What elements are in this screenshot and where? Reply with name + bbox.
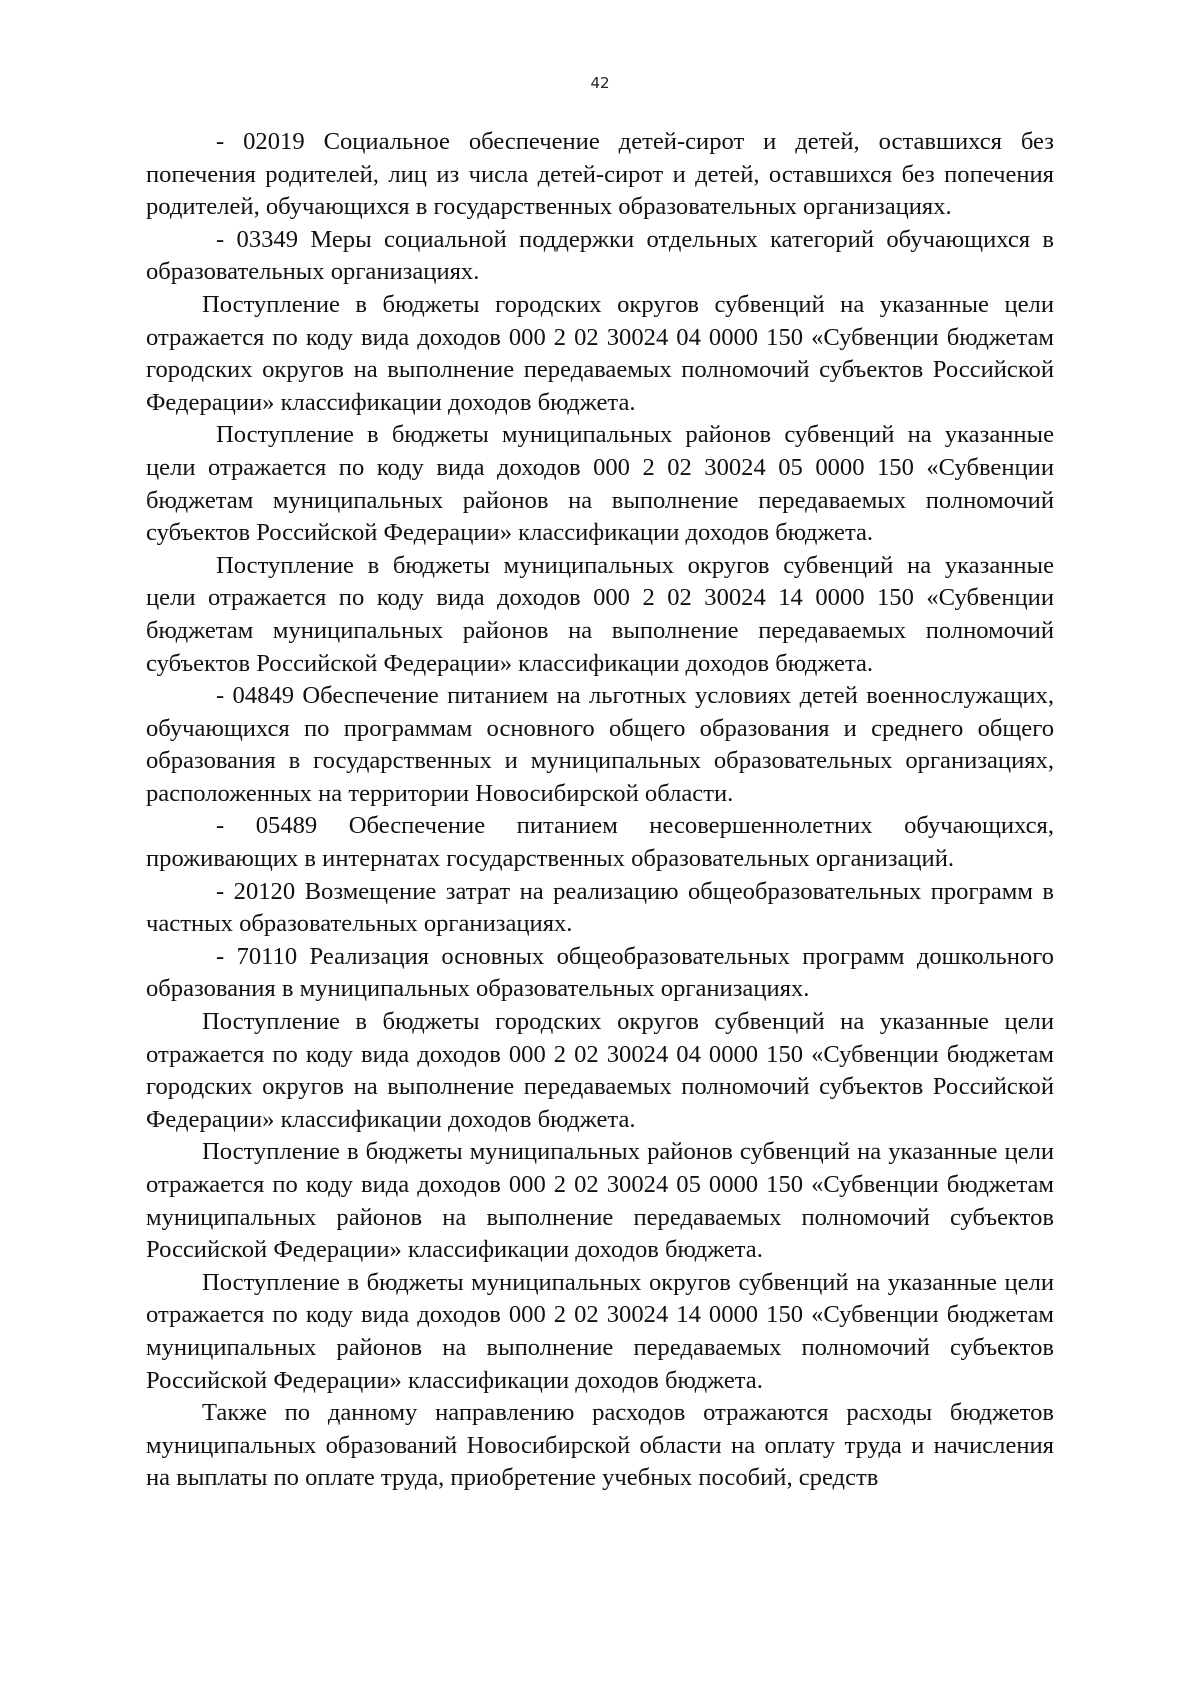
paragraph-04849 [146, 680, 1054, 810]
paragraph-05489 [146, 810, 1054, 875]
document-body [146, 126, 1054, 1495]
paragraph-text: Поступление в бюджеты муниципальных районов субвенций на указанные цели отражается по коду вида доходов 000 2 02 30024 05 0000 150 «Субвенции бюджетам муниципальных районов на выполнение передаваемых полномочий субъектов Российской Федерации» классификации доходов бюджета. [146, 1138, 1054, 1264]
expense-code: - 05489 [216, 812, 318, 840]
paragraph-revenue-municipal-districts [146, 419, 1054, 549]
paragraph-text: Возмещение затрат на реализацию общеобразовательных программ в частных образовательных организациях. [146, 877, 1054, 938]
paragraph-text: Поступление в бюджеты муниципальных районов субвенций на указанные цели отражается по коду вида доходов 000 2 02 30024 05 0000 150 «Субвенции бюджетам муниципальных районов на выполнение передаваемых полномочий субъектов Российской Федерации» классификации доходов бюджета. [146, 421, 1054, 547]
expense-code: - 20120 [216, 877, 296, 905]
expense-code: - 02019 [216, 128, 305, 155]
paragraph-70110 [146, 941, 1054, 1006]
paragraph-20120 [146, 876, 1054, 941]
expense-code: - 04849 [216, 682, 295, 710]
expense-code: - 03349 [216, 225, 299, 253]
page-number: 42 [590, 74, 610, 92]
paragraph-02019 [146, 126, 1054, 224]
paragraph-revenue-municipal-districts-2 [146, 1136, 1054, 1266]
paragraph-revenue-city-districts-2 [146, 1006, 1054, 1136]
paragraph-text: Поступление в бюджеты муниципальных округов субвенций на указанные цели отражается по коду вида доходов 000 2 02 30024 14 0000 150 «Субвенции бюджетам муниципальных районов на выполнение передаваемых полномочий субъектов Российской Федерации» классификации доходов бюджета. [146, 1268, 1054, 1394]
paragraph-revenue-city-districts [146, 289, 1054, 419]
paragraph-revenue-municipal-okrugs [146, 550, 1054, 680]
paragraph-text: Реализация основных общеобразовательных программ дошкольного образования в муниципальных образовательных организациях. [146, 942, 1054, 1003]
paragraph-text: Обеспечение питанием несовершеннолетних обучающихся, проживающих в интернатах государственных образовательных организаций. [146, 812, 1055, 873]
paragraph-text: Обеспечение питанием на льготных условиях детей военнослужащих, обучающихся по программам основного общего образования и среднего общего образования в государственных и муниципальных образовательных организациях, расположенных на территории Новосибирской области. [146, 682, 1055, 807]
expense-code: - 70110 [216, 942, 298, 970]
paragraph-additional-expenses [146, 1397, 1054, 1495]
paragraph-text: Меры социальной поддержки отдельных категорий обучающихся в образовательных организациях. [146, 225, 1055, 286]
paragraph-text: Поступление в бюджеты муниципальных округов субвенций на указанные цели отражается по коду вида доходов 000 2 02 30024 14 0000 150 «Субвенции бюджетам муниципальных районов на выполнение передаваемых полномочий субъектов Российской Федерации» классификации доходов бюджета. [146, 551, 1054, 677]
paragraph-text: Социальное обеспечение детей-сирот и детей, оставшихся без попечения родителей, лиц из числа детей-сирот и детей, оставшихся без попечения родителей, обучающихся в государственных образовательных организациях. [146, 128, 1054, 221]
paragraph-revenue-municipal-okrugs-2 [146, 1267, 1054, 1397]
paragraph-03349 [146, 224, 1054, 289]
paragraph-text: Поступление в бюджеты городских округов субвенций на указанные цели отражается по коду вида доходов 000 2 02 30024 04 0000 150 «Субвенции бюджетам городских округов на выполнение передаваемых полномочий субъектов Российской Федерации» классификации доходов бюджета. [146, 1008, 1054, 1133]
paragraph-text: Также по данному направлению расходов отражаются расходы бюджетов муниципальных образований Новосибирской области на оплату труда и начисления на выплаты по оплате труда, приобретение учебных пособий, средств [146, 1399, 1054, 1492]
paragraph-text: Поступление в бюджеты городских округов субвенций на указанные цели отражается по коду вида доходов 000 2 02 30024 04 0000 150 «Субвенции бюджетам городских округов на выполнение передаваемых полномочий субъектов Российской Федерации» классификации доходов бюджета. [146, 290, 1054, 416]
